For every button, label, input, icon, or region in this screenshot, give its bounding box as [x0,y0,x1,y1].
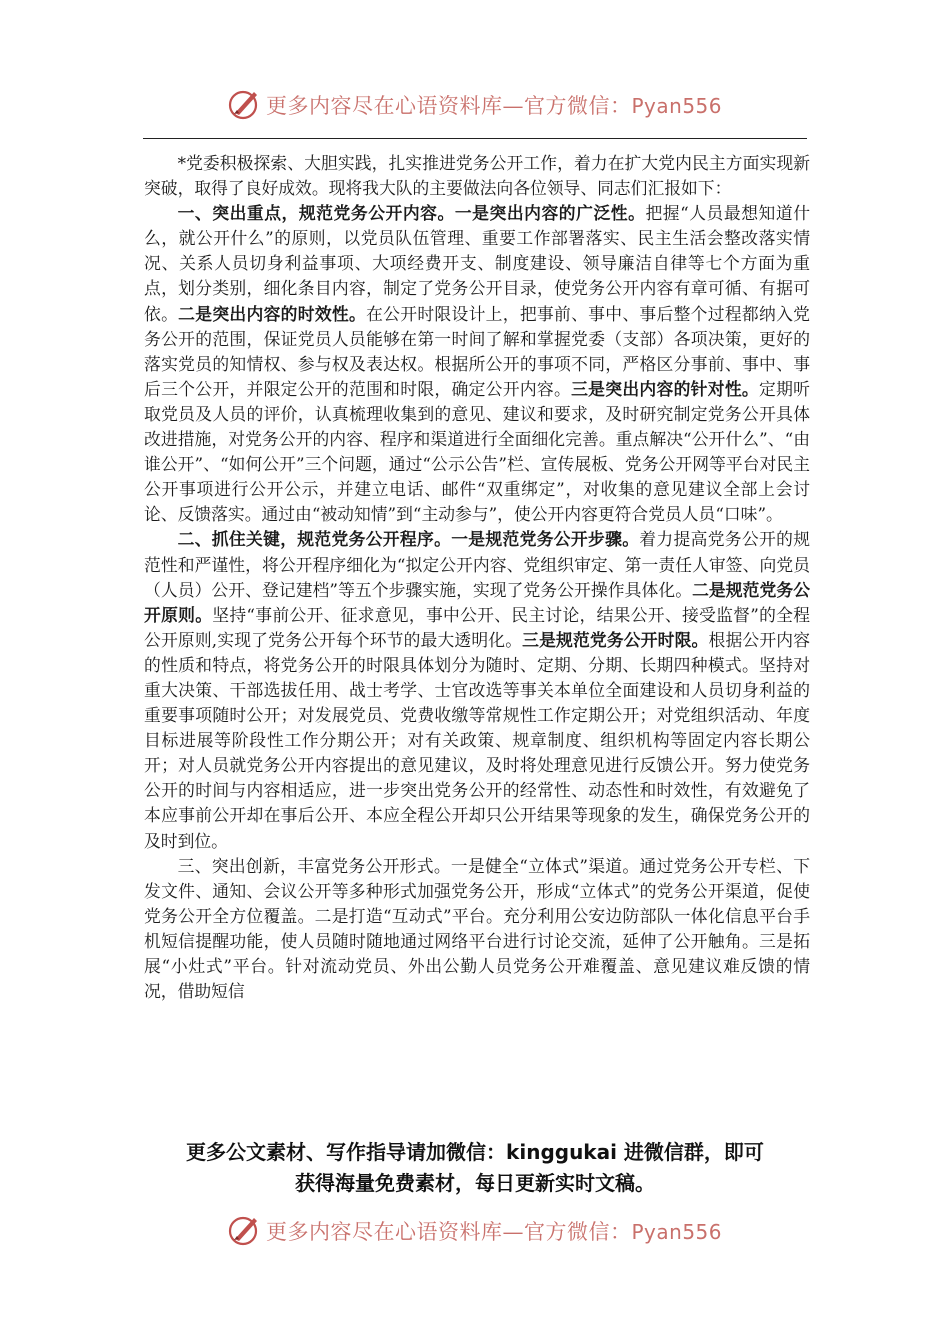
paragraph [144,854,810,1005]
text-run: 根据公开内容的性质和特点，将党务公开的时限具体划分为随时、定期、分期、长期四种模式。坚持对重大决策、干部选拔任用、战士考学、士官改选等事关本单位全面建设和人员切身利益的重要事项随时公开；对发展党员、党费收缴等常规性工作定期公开；对党组织活动、年度目标进展等阶段性工作分期公开；对有关政策、规章制度、组织机构等固定内容长期公开；对人员就党务公开内容提出的意见建议，及时将处理意见进行反馈公开。努力使党务公开的时间与内容相适应，进一步突出党务公开的经常性、动态性和时效性，有效避免了本应事前公开却在事后公开、本应全程公开却只公开结果等现象的发生，确保党务公开的及时到位。 [144,629,810,851]
text-run: 定期听取党员及人员的评价，认真梳理收集到的意见、建议和要求，及时研究制定党务公开具体改进措施，对党务公开的内容、程序和渠道进行全面细化完善。重点解决“公开什么”、“由谁公开”、“如何公开”三个问题，通过“公示公告”栏、宣传展板、党务公开网等平台对民主公开事项进行公开公示，并建立电话、邮件“双重绑定”，对收集的意见建议全部上会讨论、反馈落实。通过由“被动知情”到“主动参与”，使公开内容更符合党员人员“口味”。 [144,378,810,525]
bold-heading-run: 一、突出重点，规范党务公开内容。一是突出内容的广泛性。 [177,203,646,224]
text-run: *党委积极探索、大胆实践，扎实推进党务公开工作，着力在扩大党内民主方面实现新突破，取得了良好成效。现将我大队的主要做法向各位领导、同志们汇报如下： [144,153,810,199]
pen-quill-logo-icon [226,1212,262,1248]
header-divider [143,138,807,139]
document-body [144,151,810,1004]
text-run: 坚持“事前公开、征求意见，事中公开、民主讨论，结果公开、接受监督”的全程公开原则,实现了党务公开每个环节的最大透明化。 [144,604,810,650]
bold-heading-run: 二是突出内容的时效性。 [178,303,367,324]
header-banner [0,84,950,124]
bold-heading-run: 二是规范党务公开原则。 [144,579,810,625]
bold-heading-run: 三是突出内容的针对性。 [571,378,760,399]
text-run: 着力提高党务公开的规范性和严谨性，将公开程序细化为“拟定公开内容、党组织审定、第一责任人审签、向党员（人员）公开、登记建档”等五个步骤实施，实现了党务公开操作具体化。 [144,529,810,600]
footer-line-1: 更多公文素材、写作指导请加微信：kinggukai 进微信群，即可 [186,1140,764,1164]
paragraph [144,201,810,527]
banner-label: 更多内容尽在心语资料库—官方微信： [266,94,632,118]
text-run: 三、突出创新，丰富党务公开形式。一是健全“立体式”渠道。通过党务公开专栏、下发文件、通知、会议公开等多种形式加强党务公开，形成“立体式”的党务公开渠道，促使党务公开全方位覆盖。二是打造“互动式”平台。充分利用公安边防部队一体化信息平台手机短信提醒功能，使人员随时随地通过网络平台进行讨论交流，延伸了公开触角。三是拓展“小灶式”平台。针对流动党员、外出公勤人员党务公开难覆盖、意见建议难反馈的情况，借助短信 [144,855,810,1002]
text-run: 把握“人员最想知道什么，就公开什么”的原则，以党员队伍管理、重要工作部署落实、民主生活会整改落实情况、关系人员切身利益事项、大项经费开支、制度建设、领导廉洁自律等七个方面为重点，划分类别，细化条目内容，制定了党务公开目录，使党务公开内容有章可循、有据可依。 [144,203,810,324]
banner-text [266,1216,722,1246]
footer-banner [0,1210,950,1250]
banner-wechat-id: Pyan556 [631,1220,723,1244]
pen-quill-logo-icon [226,86,262,122]
footer-note [0,1137,950,1199]
bold-heading-run: 三是规范党务公开时限。 [522,629,709,650]
paragraph [144,527,810,853]
footer-line-2: 获得海量免费素材，每日更新实时文稿。 [295,1171,655,1195]
banner-text [266,90,722,120]
paragraph [144,151,810,201]
bold-heading-run: 二、抓住关键，规范党务公开程序。一是规范党务公开步骤。 [177,529,640,550]
banner-label: 更多内容尽在心语资料库—官方微信： [266,1220,632,1244]
text-run: 在公开时限设计上，把事前、事中、事后整个过程都纳入党务公开的范围，保证党员人员能够在第一时间了解和掌握党委（支部）各项决策，更好的落实党员的知情权、参与权及表达权。根据所公开的事项不同，严格区分事前、事中、事后三个公开，并限定公开的范围和时限，确定公开内容。 [144,303,810,399]
banner-wechat-id: Pyan556 [631,94,723,118]
